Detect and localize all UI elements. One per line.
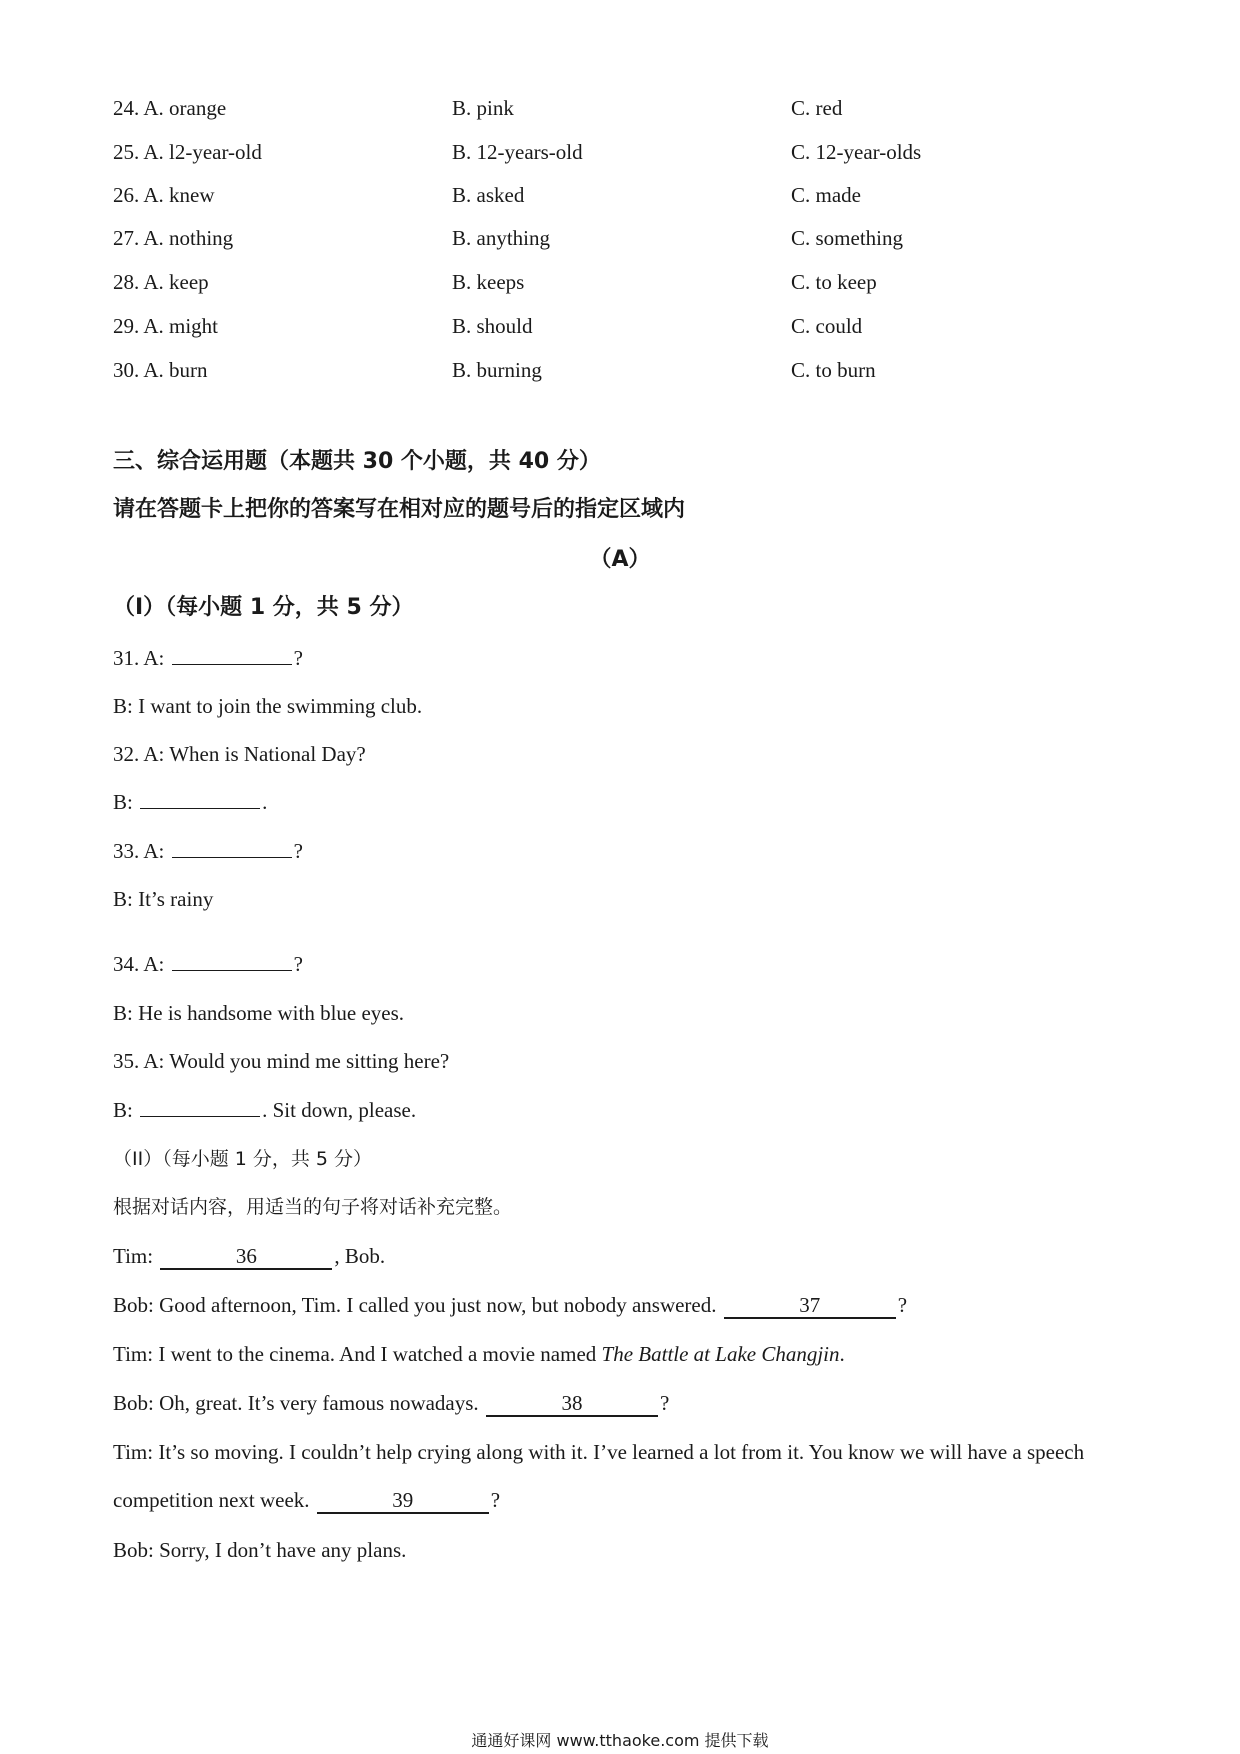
part-ii-heading: （II）（每小题 1 分，共 5 分） xyxy=(113,1148,373,1170)
dialogue-line-3 xyxy=(113,1340,845,1368)
question-prefix: B: xyxy=(113,1098,133,1122)
line-suffix: ? xyxy=(897,1293,908,1317)
option-c: C. something xyxy=(791,226,904,250)
option-c: C. to burn xyxy=(791,358,876,382)
option-a: 25. A. l2-year-old xyxy=(113,140,262,164)
answer-blank[interactable] xyxy=(172,644,292,665)
option-c: C. 12-year-olds xyxy=(791,140,922,164)
answer-blank[interactable] xyxy=(172,837,292,858)
question-suffix: ? xyxy=(293,646,303,670)
question-suffix: ? xyxy=(293,952,303,976)
dialogue-line-4 xyxy=(113,1389,669,1417)
line-suffix: ? xyxy=(659,1391,670,1415)
speaker-text: Tim: xyxy=(113,1244,154,1268)
option-a: 30. A. burn xyxy=(113,358,208,382)
section-instruction: 请在答题卡上把你的答案写在相对应的题号后的指定区域内 xyxy=(113,497,686,522)
speaker-text: Tim: I went to the cinema. And I watched a movie named xyxy=(113,1342,597,1366)
question-32-b xyxy=(113,788,267,816)
option-a: 28. A. keep xyxy=(113,270,209,294)
option-c: C. made xyxy=(791,183,861,207)
answer-blank[interactable] xyxy=(140,1096,260,1117)
question-32-a: 32. A: When is National Day? xyxy=(113,742,366,766)
part-a-heading: （A） xyxy=(589,547,651,572)
part-i-heading: （I）（每小题 1 分，共 5 分） xyxy=(113,595,414,620)
answer-blank[interactable] xyxy=(140,788,260,809)
question-prefix: 33. A: xyxy=(113,839,165,863)
option-c: C. to keep xyxy=(791,270,877,294)
part-ii-instruction: 根据对话内容，用适当的句子将对话补充完整。 xyxy=(113,1196,513,1218)
dialogue-line-1 xyxy=(113,1242,385,1270)
option-b: B. asked xyxy=(452,183,525,207)
question-33-b: B: It’s rainy xyxy=(113,887,214,911)
question-suffix: . Sit down, please. xyxy=(262,1098,417,1122)
speaker-text: Bob: Oh, great. It’s very famous nowadays. xyxy=(113,1391,479,1415)
line-suffix: ? xyxy=(490,1488,501,1512)
section-title: 三、综合运用题（本题共 30 个小题，共 40 分） xyxy=(113,449,601,474)
option-b: B. anything xyxy=(452,226,550,250)
option-b: B. keeps xyxy=(452,270,525,294)
option-a: 27. A. nothing xyxy=(113,226,234,250)
option-a: 26. A. knew xyxy=(113,183,215,207)
question-suffix: . xyxy=(262,790,268,814)
numbered-blank-38[interactable]: 38 xyxy=(486,1391,658,1417)
option-c: C. could xyxy=(791,314,863,338)
question-31-a xyxy=(113,644,303,672)
dialogue-line-2 xyxy=(113,1291,907,1319)
option-c: C. red xyxy=(791,96,843,120)
question-prefix: B: xyxy=(113,790,133,814)
movie-title: The Battle at Lake Changjin xyxy=(601,1342,840,1366)
question-34-a xyxy=(113,950,303,978)
option-b: B. burning xyxy=(452,358,542,382)
answer-blank[interactable] xyxy=(172,950,292,971)
line-suffix: . xyxy=(839,1342,845,1366)
speaker-text: competition next week. xyxy=(113,1488,310,1512)
question-35-a: 35. A: Would you mind me sitting here? xyxy=(113,1049,450,1073)
option-b: B. should xyxy=(452,314,533,338)
dialogue-line-7: Bob: Sorry, I don’t have any plans. xyxy=(113,1538,407,1562)
dialogue-line-5: Tim: It’s so moving. I couldn’t help crying along with it. I’ve learned a lot from it. You know we will have a speech xyxy=(113,1440,1085,1464)
numbered-blank-37[interactable]: 37 xyxy=(724,1293,896,1319)
question-34-b: B: He is handsome with blue eyes. xyxy=(113,1001,405,1025)
option-b: B. pink xyxy=(452,96,514,120)
numbered-blank-36[interactable]: 36 xyxy=(160,1244,332,1270)
question-31-b: B: I want to join the swimming club. xyxy=(113,694,423,718)
option-b: B. 12-years-old xyxy=(452,140,583,164)
speaker-text: Bob: Good afternoon, Tim. I called you just now, but nobody answered. xyxy=(113,1293,717,1317)
dialogue-line-6 xyxy=(113,1486,500,1514)
question-33-a xyxy=(113,837,303,865)
option-a: 29. A. might xyxy=(113,314,219,338)
numbered-blank-39[interactable]: 39 xyxy=(317,1488,489,1514)
question-35-b xyxy=(113,1096,416,1124)
question-suffix: ? xyxy=(293,839,303,863)
footer-watermark: 通通好课网 www.tthaoke.com 提供下载 xyxy=(471,1731,769,1750)
option-a: 24. A. orange xyxy=(113,96,227,120)
question-prefix: 31. A: xyxy=(113,646,165,670)
question-prefix: 34. A: xyxy=(113,952,165,976)
line-suffix: , Bob. xyxy=(334,1244,386,1268)
